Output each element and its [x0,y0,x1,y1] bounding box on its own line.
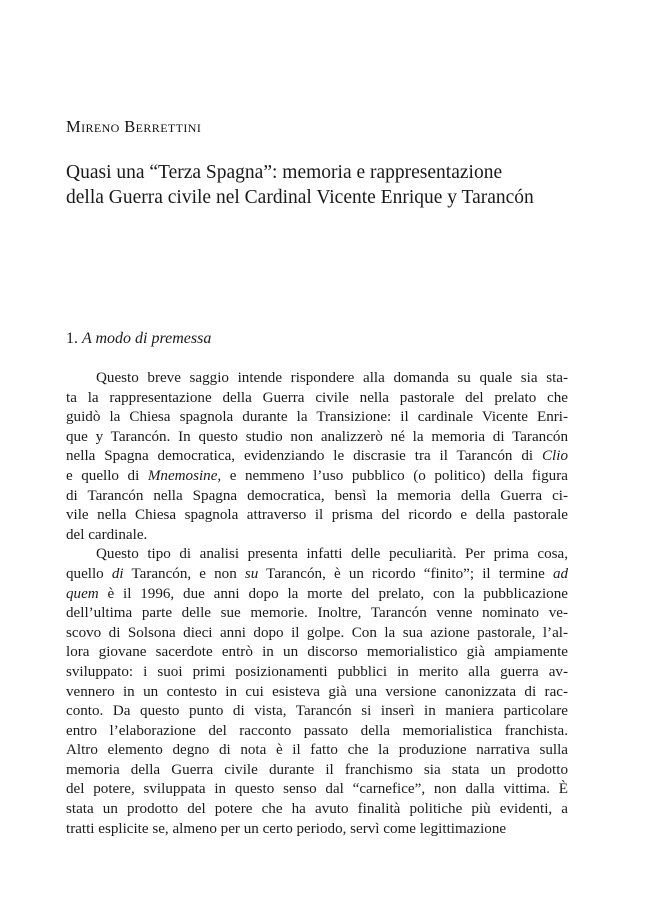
title-line: Quasi una “Terza Spagna”: memoria e rappresentazione [66,162,503,183]
section-number: 1. [66,330,78,347]
text-line: sviluppato: i suoi primi posizionamenti pubblici in merito alla guerra av- [66,663,568,680]
text-line: vennero in un contesto in cui esisteva già una versione canonizzata di rac- [66,683,568,700]
body-text [66,369,568,839]
text-line: conto. Da questo punto di vista, Tarancón si inserì in maniera particolare [66,703,568,720]
text-line: Questo tipo di analisi presenta infatti delle peculiarità. Per prima cosa, [96,546,568,563]
text-line: del cardinale. [66,526,148,543]
text-line: ta la rappresentazione della Guerra civile nella pastorale del prelato che [66,389,568,406]
author-name: Mireno Berrettini [66,117,202,136]
section-heading [66,330,211,348]
text-line: stata un prodotto del potere che ha avuto finalità politiche più evidenti, a [66,801,568,818]
text-line: Questo breve saggio intende rispondere alla domanda su quale sia sta- [96,370,568,386]
text-line: lora giovane sacerdote entrò in un discorso memorialistico già ampiamente [66,644,568,661]
paragraph [66,545,568,839]
text-line: guidò la Chiesa spagnola durante la Transizione: il cardinale Vicente Enri- [66,409,568,426]
text-line: que y Tarancón. In questo studio non analizzerò né la memoria di Tarancón [66,428,568,445]
text-line: nella Spagna democratica, evidenziando le discrasie tra il Tarancón di Clio [66,448,568,465]
text-line: del potere, sviluppata in questo senso dal “carnefice”, non dalla vittima. È [66,781,568,798]
title-line: della Guerra civile nel Cardinal Vicente Enrique y Tarancón [66,187,534,208]
text-line: memoria della Guerra civile durante il franchismo sia stata un prodotto [66,761,568,778]
text-line: quello di Tarancón, e non su Tarancón, è un ricordo “finito”; il termine ad [66,565,569,582]
text-line: e quello di Mnemosine, e nemmeno l’uso pubblico (o politico) della figura [66,467,568,484]
text-line: Altro elemento degno di nota è il fatto che la produzione narrativa sulla [66,742,568,759]
text-line: scovo di Solsona dieci anni dopo il golpe. Con la sua azione pastorale, l’al- [66,624,568,641]
text-line: di Tarancón nella Spagna democratica, bensì la memoria della Guerra ci- [66,487,568,504]
article-title [66,160,586,210]
text-line: tratti esplicite se, almeno per un certo periodo, servì come legittimazione [66,820,507,837]
text-line: dell’ultima parte delle sue memorie. Inoltre, Tarancón venne nominato ve- [66,605,568,622]
paragraph [66,369,568,545]
text-line: vile nella Chiesa spagnola attraverso il prisma del ricordo e della pastorale [66,507,568,524]
text-line: quem è il 1996, due anni dopo la morte del prelato, con la pubblicazione [66,585,568,602]
section-title: A modo di premessa [82,330,212,347]
text-line: entro l’elaborazione del racconto passato della memorialistica franchista. [66,722,568,739]
